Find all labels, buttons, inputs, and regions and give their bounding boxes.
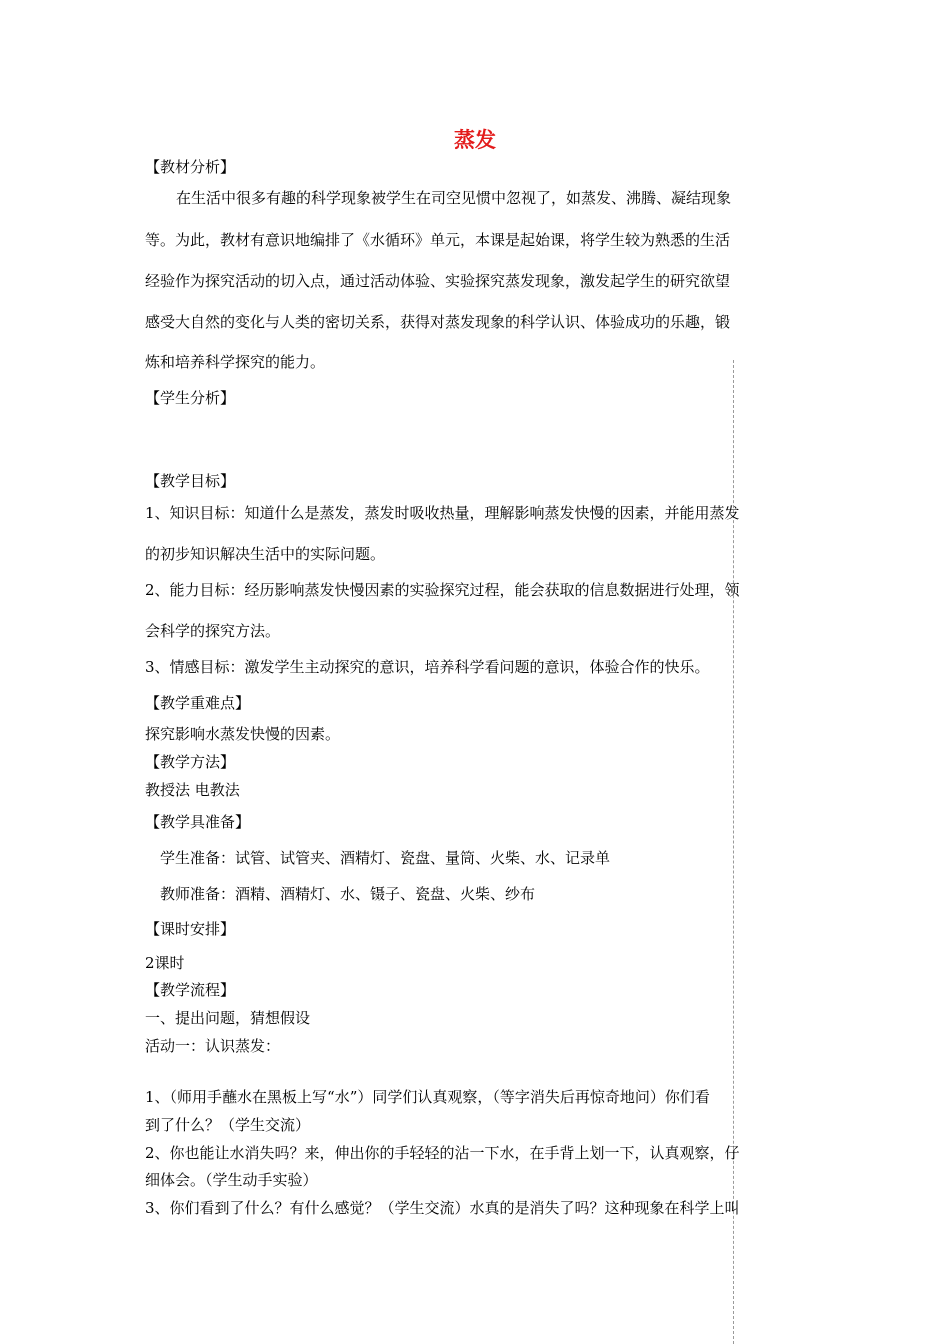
section-heading: 【教学重难点】 <box>145 694 251 712</box>
section-heading: 【教材分析】 <box>145 158 236 176</box>
paragraph-line: 3、情感目标：激发学生主动探究的意识，培养科学看问题的意识，体验合作的快乐。 <box>145 658 710 676</box>
paragraph-line: 经验作为探究活动的切入点，通过活动体验、实验探究蒸发现象，激发起学生的研究欲望 <box>145 272 731 290</box>
paragraph-line: 细体会。（学生动手实验） <box>145 1171 318 1189</box>
paragraph-line: 在生活中很多有趣的科学现象被学生在司空见惯中忽视了，如蒸发、沸腾、凝结现象 <box>176 189 732 207</box>
paragraph-line: 学生准备：试管、试管夹、酒精灯、瓷盘、量筒、火柴、水、记录单 <box>160 849 611 867</box>
paragraph-line: 到了什么？（学生交流） <box>145 1116 311 1134</box>
paragraph-line: 2、能力目标：经历影响蒸发快慢因素的实验探究过程，能会获取的信息数据进行处理，领 <box>145 581 740 599</box>
paragraph-line: 等。为此，教材有意识地编排了《水循环》单元，本课是起始课，将学生较为熟悉的生活 <box>145 231 731 249</box>
paragraph-line: 一、提出问题，猜想假设 <box>145 1009 311 1027</box>
section-heading: 【教学目标】 <box>145 472 236 490</box>
paragraph-line: 教授法 电教法 <box>145 781 240 799</box>
paragraph-line: 活动一：认识蒸发： <box>145 1037 281 1055</box>
paragraph-line: 2、你也能让水消失吗？来，伸出你的手轻轻的沾一下水，在手背上划一下，认真观察，仔 <box>145 1144 740 1162</box>
paragraph-line: 探究影响水蒸发快慢的因素。 <box>145 725 341 743</box>
paragraph-line: 感受大自然的变化与人类的密切关系，获得对蒸发现象的科学认识、体验成功的乐趣，锻 <box>145 313 731 331</box>
section-heading: 【课时安排】 <box>145 920 236 938</box>
paragraph-line: 1、知识目标：知道什么是蒸发，蒸发时吸收热量，理解影响蒸发快慢的因素，并能用蒸发 <box>145 504 740 522</box>
paragraph-line: 炼和培养科学探究的能力。 <box>145 353 326 371</box>
paragraph-line: 3、你们看到了什么？有什么感觉？（学生交流）水真的是消失了吗？这种现象在科学上叫 <box>145 1199 740 1217</box>
section-heading: 【学生分析】 <box>145 389 236 407</box>
paragraph-line: 2课时 <box>145 954 185 972</box>
paragraph-line: 的初步知识解决生活中的实际问题。 <box>145 545 386 563</box>
page-title: 蒸发 <box>454 128 496 152</box>
paragraph-line: 1、（师用手蘸水在黑板上写“水”）同学们认真观察，（等字消失后再惊奇地问）你们看 <box>145 1088 710 1106</box>
section-heading: 【教学流程】 <box>145 981 236 999</box>
section-heading: 【教学方法】 <box>145 753 236 771</box>
section-heading: 【教学具准备】 <box>145 813 251 831</box>
paragraph-line: 会科学的探究方法。 <box>145 622 281 640</box>
paragraph-line: 教师准备：酒精、酒精灯、水、镊子、瓷盘、火柴、纱布 <box>160 885 536 903</box>
